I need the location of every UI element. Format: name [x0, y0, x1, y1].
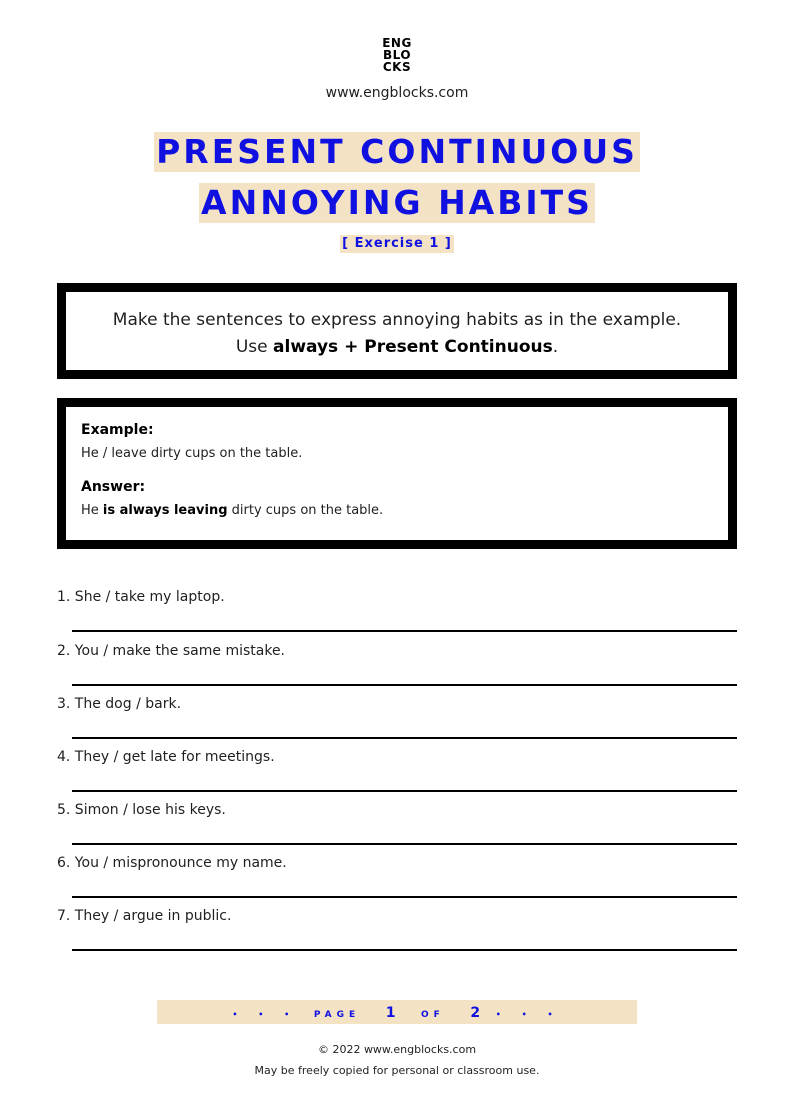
question-text: 6. You / mispronounce my name.	[57, 855, 287, 871]
answer-text	[81, 502, 728, 520]
exercise-label	[0, 232, 794, 253]
example-box	[57, 398, 737, 549]
page-total: 2	[470, 1005, 481, 1021]
answer-prefix: He	[81, 503, 103, 518]
answer-bold: is always leaving	[102, 503, 228, 518]
question-item	[57, 854, 737, 907]
question-item	[57, 642, 737, 695]
answer-heading: Answer:	[81, 479, 146, 495]
answer-line[interactable]	[72, 684, 737, 686]
instructions-bold: always + Present Continuous	[273, 337, 553, 357]
exercise-label-text: [ Exercise 1 ]	[342, 236, 452, 251]
page-dots-left: • • •	[232, 1010, 299, 1019]
page-of: OF	[421, 1010, 445, 1020]
question-text: 7. They / argue in public.	[57, 908, 232, 924]
answer-line[interactable]	[72, 896, 737, 898]
answer-line[interactable]	[72, 843, 737, 845]
license-text: May be freely copied for personal or classroom use.	[254, 1064, 540, 1077]
instructions-line-2	[66, 334, 728, 361]
example-heading: Example:	[81, 422, 154, 438]
question-item	[57, 588, 737, 641]
copyright-text: © 2022 www.engblocks.com	[317, 1043, 477, 1056]
logo-line: CKS	[382, 60, 412, 74]
answer-line[interactable]	[72, 949, 737, 951]
title-text: ANNOYING HABITS	[201, 183, 593, 222]
example-text: He / leave dirty cups on the table.	[81, 446, 303, 461]
instructions-suffix: .	[552, 337, 559, 357]
question-text: 3. The dog / bark.	[57, 696, 182, 712]
answer-line[interactable]	[72, 630, 737, 632]
page-title-line-2	[0, 183, 794, 223]
question-item	[57, 907, 737, 960]
page-indicator	[157, 1000, 637, 1024]
instructions-prefix: Use	[235, 337, 274, 357]
logo-line: BLO	[382, 48, 412, 62]
question-item	[57, 801, 737, 854]
page-word: PAGE	[313, 1010, 361, 1020]
answer-line[interactable]	[72, 790, 737, 792]
answer-suffix: dirty cups on the table.	[227, 503, 384, 518]
site-url: www.engblocks.com	[325, 85, 469, 101]
page-dots-right: • • •	[495, 1010, 562, 1019]
answer-line[interactable]	[72, 737, 737, 739]
question-item	[57, 748, 737, 801]
question-text: 1. She / take my laptop.	[57, 589, 225, 605]
question-text: 2. You / make the same mistake.	[57, 643, 286, 659]
instructions-line-1: Make the sentences to express annoying habits as in the example.	[112, 310, 682, 330]
title-text: PRESENT CONTINUOUS	[156, 132, 638, 171]
logo-line: ENG	[382, 36, 412, 50]
page-current: 1	[385, 1005, 396, 1021]
instructions-box	[57, 283, 737, 379]
engblocks-logo	[0, 37, 794, 73]
question-item	[57, 695, 737, 748]
question-text: 5. Simon / lose his keys.	[57, 802, 226, 818]
page-title-line-1	[0, 132, 794, 172]
question-text: 4. They / get late for meetings.	[57, 749, 275, 765]
